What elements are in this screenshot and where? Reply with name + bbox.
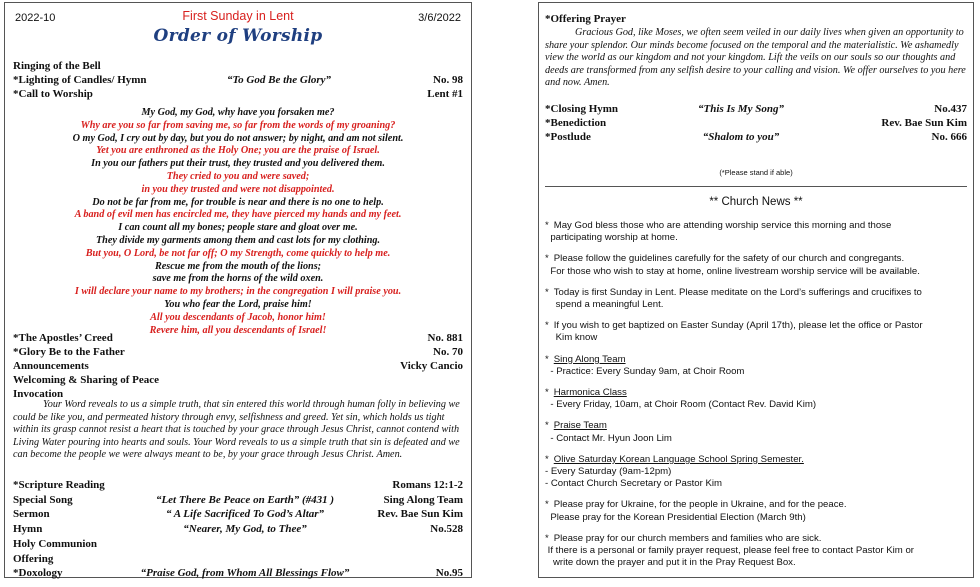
- news-line: [545, 266, 967, 278]
- bullet-star: *: [545, 220, 549, 231]
- news-text: - Every Friday, 10am, at Choir Room (Contact Rev. David Kim): [545, 399, 817, 411]
- bullet-star: *: [545, 353, 549, 365]
- news-item: [545, 354, 967, 378]
- order-mid-item-ref: No. 881: [427, 332, 463, 344]
- news-text: Please pray for Ukraine, for the people in Ukraine, and for the peace.: [553, 499, 847, 511]
- order-closing-row: [545, 117, 967, 131]
- news-line: [545, 499, 967, 511]
- psalm-leader-line: My God, my God, why have you forsaken me?: [141, 107, 335, 118]
- order-bottom-item-title: “Nearer, My God, to Thee”: [183, 523, 307, 536]
- news-item: [545, 499, 967, 523]
- news-line: [545, 354, 967, 366]
- news-text: If you wish to get baptized on Easter Sunday (April 17th), please let the office or Pastor: [553, 320, 923, 332]
- news-text: write down the prayer and put it in the Pray Request Box.: [545, 557, 796, 569]
- news-text: Praise Team: [553, 420, 607, 432]
- order-bottom-item-title: “Praise God, from Whom All Blessings Flow”: [140, 567, 350, 580]
- psalm-response-line: They cried to you and were saved;: [166, 170, 310, 182]
- order-closing-item-label: *Closing Hymn: [545, 103, 619, 115]
- news-line: [545, 466, 967, 478]
- order-closing-item-title: “Shalom to you”: [702, 131, 780, 143]
- psalm-response-line: But you, O Lord, be not far off; O my Strength, come quickly to help me.: [85, 247, 391, 259]
- order-closing-item-ref: No.437: [934, 103, 967, 115]
- news-text: - Every Saturday (9am-12pm): [545, 466, 672, 478]
- order-top-item-ref: No. 98: [433, 74, 463, 86]
- order-bottom-item-label: *Doxology: [13, 567, 63, 580]
- bulletin-code: 2022-10: [15, 12, 56, 24]
- bullet-star: *: [545, 286, 549, 298]
- bullet-star: *: [545, 253, 549, 265]
- order-bottom-item-label: Sermon: [13, 508, 50, 521]
- order-closing-item-label: *Postlude: [545, 131, 591, 143]
- order-bottom-item-title: “Let There Be Peace on Earth” (#431 ): [155, 493, 335, 506]
- psalm-leader-line: In you our fathers put their trust, they trusted and you delivered them.: [91, 158, 385, 170]
- news-text: Please pray for our church members and families who are sick.: [553, 532, 822, 544]
- psalm-response-line: I will declare your name to my brothers; in the congregation I will praise you.: [74, 286, 402, 298]
- order-top-item-title: “To God Be the Glory”: [226, 74, 332, 86]
- order-closing-item-ref: No. 666: [931, 131, 967, 143]
- stand-note: (*Please stand if able): [719, 168, 793, 177]
- order-top-item-label: *Lighting of Candles/ Hymn: [13, 74, 147, 86]
- news-text: Please follow the guidelines carefully for the safety of our church and congregants.: [553, 253, 905, 265]
- news-text: - Practice: Every Sunday 9am, at Choir Room: [545, 365, 745, 377]
- order-bottom-item-label: Special Song: [13, 493, 73, 506]
- psalm-leader-line: Do not be far from me, for trouble is near and there is no one to help.: [92, 196, 384, 208]
- news-line: [545, 433, 967, 445]
- psalm-leader-line: Rescue me from the mouth of the lions;: [154, 260, 322, 272]
- order-mid-row: [13, 374, 463, 388]
- bullet-star: *: [545, 387, 549, 399]
- news-line: [545, 387, 967, 399]
- order-bottom-row: [13, 479, 463, 493]
- order-mid-item-label: Announcements: [13, 360, 89, 372]
- news-text: Olive Saturday Korean Language School Spring Semester.: [553, 453, 804, 465]
- news-text: If there is a personal or family prayer request, please feel free to contact Pastor Kim or: [545, 545, 914, 557]
- order-bottom-item-label: *Scripture Reading: [13, 479, 105, 491]
- order-bottom-item-ref: Romans 12:1-2: [392, 479, 463, 491]
- news-line: [545, 366, 967, 378]
- psalm-response-line: in you they trusted and were not disappointed.: [141, 183, 335, 195]
- order-bottom-item-title: “ A Life Sacrificed To God’s Altar”: [165, 508, 325, 521]
- news-text: Harmonica Class: [553, 387, 627, 399]
- psalm-response-line: Revere him, all you descendants of Israel!: [149, 324, 327, 336]
- order-closing-item-label: *Benediction: [545, 117, 607, 129]
- order-bottom-row: [13, 508, 463, 522]
- news-line: [545, 299, 967, 311]
- psalm-leader-line: O my God, I cry out by day, but you do not answer; by night, and am not silent.: [72, 132, 404, 144]
- news-line: [545, 232, 967, 244]
- news-text: For those who wish to stay at home, online livestream worship service will be available.: [545, 265, 920, 277]
- order-mid-row: [13, 332, 463, 346]
- order-closing-row: [545, 103, 967, 117]
- order-bottom-item-ref: Rev. Bae Sun Kim: [377, 508, 463, 521]
- news-text: Kim know: [545, 332, 598, 344]
- order-bottom-row: [13, 553, 463, 567]
- news-item: [545, 287, 967, 311]
- offering-prayer-text: Gracious God, like Moses, we often seem veiled in our daily lives when given an opportunity to share your splendor. Our minds become focused on the temporal and the materialistic. We ashamedly view the world as our kingdom and not your kingdom. Lift the veils on our souls so our thoughts and deeds are transformed from any selfish desire to your calling and vision. We offer ourselves to you here and now. Amen.: [545, 27, 966, 89]
- news-line: [545, 545, 967, 557]
- order-bottom-row: [13, 567, 463, 581]
- news-text: - Contact Church Secretary or Pastor Kim: [545, 478, 723, 490]
- right-page: [538, 2, 974, 578]
- order-top-row: [13, 88, 463, 102]
- offering-prayer-heading: [545, 13, 965, 27]
- bullet-star: *: [545, 499, 549, 511]
- news-item: [545, 533, 967, 570]
- news-line: [545, 454, 967, 466]
- bullet-star: *: [545, 532, 549, 544]
- order-closing-item-title: “This Is My Song”: [698, 103, 784, 115]
- news-text: - Contact Mr. Hyun Joon Lim: [545, 432, 672, 444]
- church-news-list: [545, 220, 967, 578]
- service-title: First Sunday in Lent: [182, 9, 294, 23]
- psalm-response-line: All you descendants of Jacob, honor him!: [150, 311, 326, 323]
- order-top-item-label: Ringing of the Bell: [13, 60, 101, 72]
- psalm-leader-line: You who fear the Lord, praise him!: [164, 298, 312, 310]
- bullet-star: *: [545, 453, 549, 465]
- order-bottom-row: [13, 538, 463, 552]
- order-bottom-row: [13, 494, 463, 508]
- psalm-leader-line: save me from the horns of the wild oxen.: [152, 273, 324, 285]
- news-line: [545, 320, 967, 332]
- psalm-response-line: A band of evil men has encircled me, they have pierced my hands and my feet.: [74, 209, 402, 221]
- section-divider: [545, 186, 967, 187]
- order-bottom-item-label: Holy Communion: [13, 537, 98, 550]
- order-top-item-label: *Call to Worship: [13, 88, 93, 100]
- psalm-response-line: Yet you are enthroned as the Holy One; you are the praise of Israel.: [96, 145, 380, 157]
- order-bottom-item-ref: Sing Along Team: [383, 493, 463, 506]
- news-line: [545, 253, 967, 265]
- call-to-worship-psalm: [13, 107, 463, 337]
- news-line: [545, 420, 967, 432]
- psalm-leader-line: They divide my garments among them and cast lots for my clothing.: [95, 234, 381, 246]
- order-closing-row: [545, 131, 967, 145]
- news-text: Sing Along Team: [553, 353, 626, 365]
- news-line: [545, 512, 967, 524]
- invocation-prayer: Your Word reveals to us a simple truth, that sin entered this world through human folly in believing we could be like you, and permeated history through envy, selfishness and greed. Yet sin, which holds us tight within its grasp cannot resist a heart that is touched by your grace through Jesus Christ, cannot contend with Living Water pouring into hearts and souls. Your Word reveals to us a simple truth that sin is defeated and we can become the people we were always meant to be, by your grace through Jesus Christ. Amen.: [13, 399, 460, 461]
- order-mid-item-label: *The Apostles’ Creed: [13, 332, 113, 344]
- church-news-heading: ** Church News **: [709, 196, 803, 208]
- news-text: spend a meaningful Lent.: [545, 299, 664, 311]
- news-line: [545, 399, 967, 411]
- news-line: [545, 478, 967, 490]
- order-mid-item-label: Invocation: [13, 388, 64, 400]
- news-line: [545, 332, 967, 344]
- order-mid-item-ref: Vicky Cancio: [400, 360, 463, 372]
- order-closing-item-ref: Rev. Bae Sun Kim: [881, 117, 967, 129]
- psalm-response-line: Why are you so far from saving me, so far from the words of my groaning?: [80, 119, 396, 131]
- news-item: [545, 253, 967, 277]
- news-line: [545, 220, 967, 232]
- news-text: Please pray for the Korean Presidential Election (March 9th): [545, 511, 806, 523]
- order-bottom-item-label: Offering: [13, 552, 54, 565]
- order-mid-row: [13, 346, 463, 360]
- news-text: participating worship at home.: [545, 232, 678, 244]
- news-line: [545, 557, 967, 569]
- news-item: [545, 387, 967, 411]
- news-text: May God bless those who are attending worship service this morning and those: [553, 220, 892, 231]
- order-bottom-item-ref: No.528: [430, 523, 463, 536]
- order-top-item-ref: Lent #1: [427, 88, 463, 100]
- order-bottom-item-ref: No.95: [435, 567, 463, 580]
- order-of-worship-heading: Order of Worship: [153, 26, 323, 46]
- order-mid-row: [13, 360, 463, 374]
- order-mid-item-ref: No. 70: [433, 346, 463, 358]
- offering-prayer-label: *Offering Prayer: [545, 13, 626, 25]
- news-line: [545, 287, 967, 299]
- order-bottom-item-label: Hymn: [13, 523, 43, 536]
- order-mid-item-label: Welcoming & Sharing of Peace: [13, 374, 160, 386]
- order-bottom-row: [13, 523, 463, 537]
- news-item: [545, 220, 967, 244]
- order-top-row: [13, 60, 463, 74]
- psalm-leader-line: I can count all my bones; people stare and gloat over me.: [118, 222, 358, 234]
- news-item: [545, 454, 967, 491]
- news-item: [545, 420, 967, 444]
- news-line: [545, 533, 967, 545]
- bullet-star: *: [545, 420, 549, 432]
- bullet-star: *: [545, 320, 549, 332]
- service-date: 3/6/2022: [418, 12, 461, 24]
- order-top-row: [13, 74, 463, 88]
- order-mid-item-label: *Glory Be to the Father: [13, 346, 125, 358]
- left-page: [4, 2, 472, 578]
- news-item: [545, 320, 967, 344]
- news-text: Today is first Sunday in Lent. Please meditate on the Lord’s sufferings and crucifixes to: [553, 286, 922, 298]
